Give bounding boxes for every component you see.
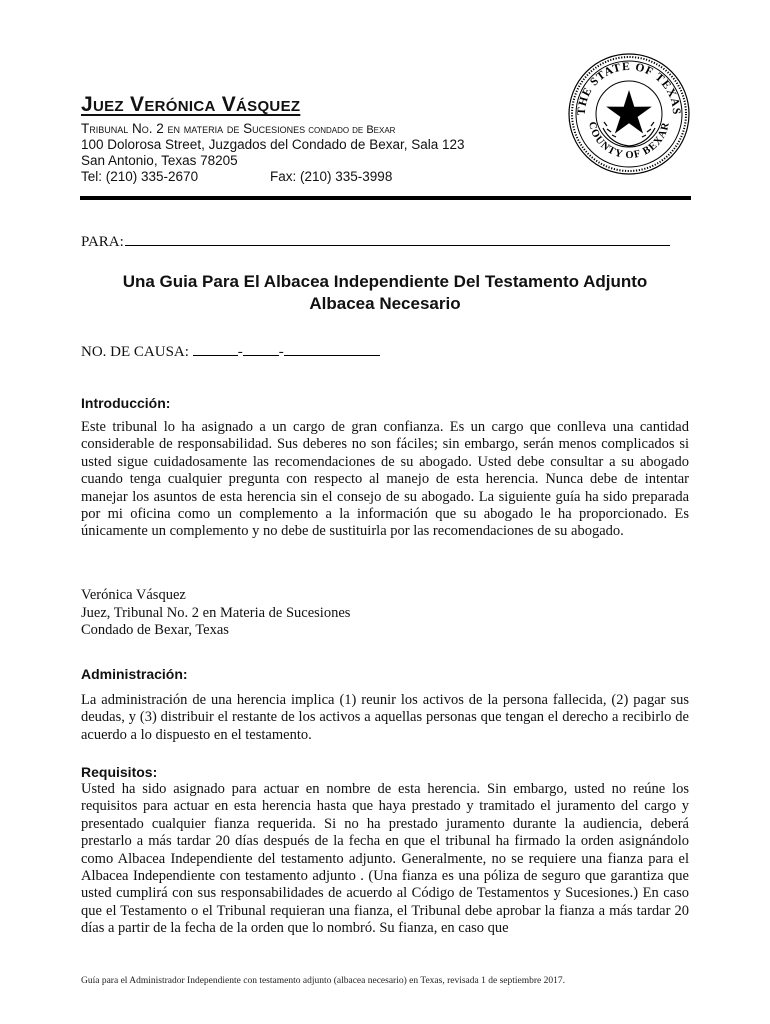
signature-name: Verónica Vásquez — [81, 587, 186, 603]
title-line-1: Una Guia Para El Albacea Independiente Del Testamento Adjunto — [122, 272, 648, 291]
admin-paragraph: La administración de una herencia implica (1) reunir los activos de la persona fallecida, (2) pagar sus deudas, y (3) distribuir el restante de los activos a aquellas personas que tengan el derecho a recibirlo de acuerdo a lo dispuesto en el testamento. — [81, 692, 689, 743]
seal-top-text: THE STATE OF TEXAS — [575, 60, 683, 116]
document-title — [60, 271, 710, 315]
case-blank-3 — [284, 342, 380, 356]
city-address: San Antonio, Texas 78205 — [81, 153, 238, 168]
para-label: PARA: — [81, 234, 124, 250]
case-blank-1 — [193, 342, 238, 356]
seal-bottom-text: COUNTY OF BEXAR — [586, 120, 672, 162]
header-divider — [80, 196, 691, 200]
admin-heading: Administración: — [81, 666, 188, 682]
case-number — [81, 342, 380, 361]
court-name — [81, 121, 395, 138]
case-number-label: NO. DE CAUSA: — [81, 344, 189, 360]
county-seal-icon — [567, 52, 691, 176]
case-sep-2: - — [278, 344, 284, 360]
case-sep-1: - — [237, 344, 243, 360]
intro-paragraph: Este tribunal lo ha asignado a un cargo de gran confianza. Es un cargo que conlleva una cantidad considerable de responsabilidad. Sus deberes no son fáciles; sin embargo, serán menos complicados si usted sigue cuidadosamente las recomendaciones de su abogado. Usted debe consultar a su abogado cuando tenga cualquier pregunta con respecto al manejo de esta herencia. Nunca debe de intentar manejar los asuntos de esta herencia sin el consejo de su abogado. La siguiente guía ha sido preparada por mi oficina como un complemento a la información que su abogado le ha proporcionado. Es únicamente un complemento y no debe de sustituirla por las recomendaciones de su abogado. — [81, 419, 689, 540]
para-blank — [125, 231, 670, 246]
signature-block — [81, 587, 350, 640]
fax: Fax: (210) 335-3998 — [270, 169, 393, 184]
court-main: Tribunal No. 2 en materia de Sucesiones — [81, 121, 306, 136]
judge-name: Juez Verónica Vásquez — [81, 93, 301, 116]
page-footer: Guía para el Administrador Independiente con testamento adjunto (albacea necesario) en Texas, revisada 1 de septiembre 2017. — [81, 976, 566, 986]
court-county: condado de Bexar — [305, 124, 396, 136]
telephone: Tel: (210) 335-2670 — [81, 169, 199, 184]
signature-title: Juez, Tribunal No. 2 en Materia de Sucesiones — [81, 604, 351, 621]
intro-heading: Introducción: — [81, 395, 171, 411]
signature-place: Condado de Bexar, Texas — [81, 622, 229, 638]
requirements-heading: Requisitos: — [81, 764, 158, 780]
street-address: 100 Dolorosa Street, Juzgados del Condado de Bexar, Sala 123 — [81, 137, 465, 152]
title-line-2: Albacea Necesario — [309, 294, 461, 313]
para-line — [81, 231, 670, 251]
requirements-paragraph: Usted ha sido asignado para actuar en nombre de esta herencia. Sin embargo, usted no reúne los requisitos para actuar en esta herencia hasta que haya prestado y tramitado el juramento del cargo y presentado cualquier fianza requerida. Si no ha prestado juramento durante la audiencia, deberá prestarlo a más tardar 20 días después de la fecha en que el tribunal ha firmado la orden asignándolo como Albacea Independiente del testamento adjunto. Generalmente, no se requiere una fianza para el Albacea Independiente con testamento adjunto . (Una fianza es una póliza de seguro que garantiza que usted cumplirá con sus responsabilidades de acuerdo al Código de Testamentos y Sucesiones.) En caso que el Testamento o el Tribunal requieran una fianza, el Tribunal debe aprobar la fianza a más tardar 20 días a partir de la fecha de la orden que lo nombró. Su fianza, en caso que — [81, 781, 689, 937]
case-blank-2 — [243, 342, 279, 356]
contact-line — [81, 169, 393, 185]
